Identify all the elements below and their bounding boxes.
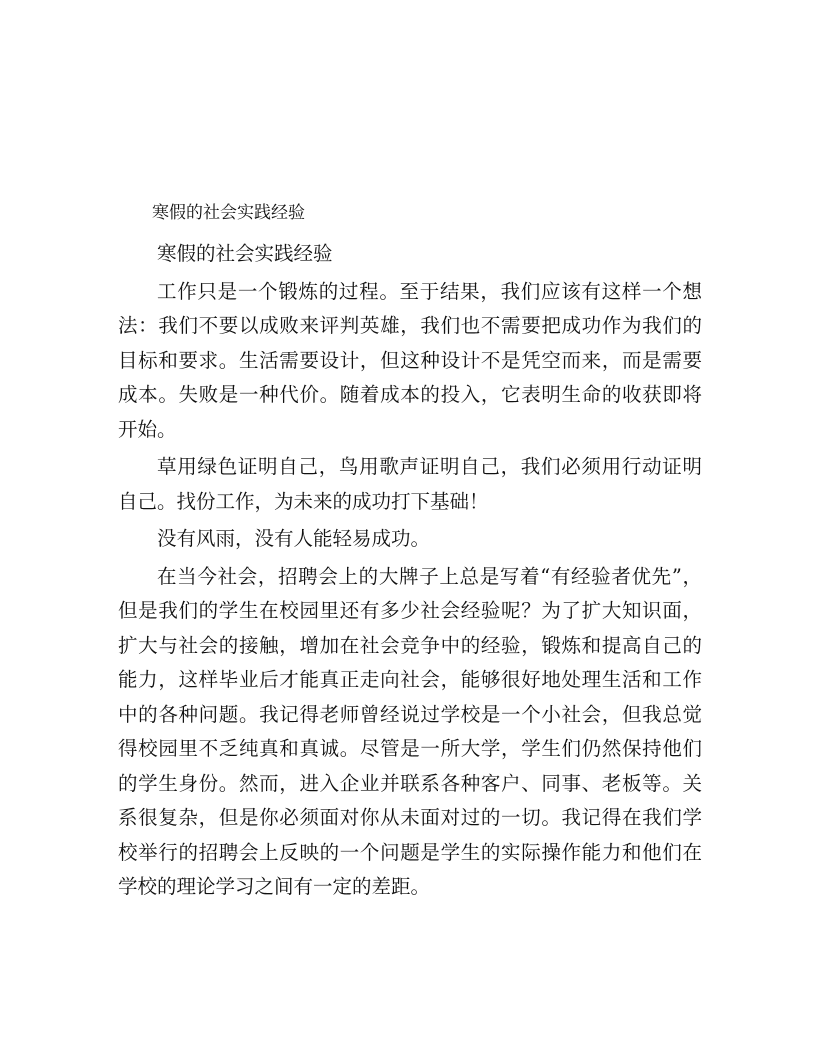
paragraph-4: 在当今社会，招聘会上的大牌子上总是写着“有经验者优先”，但是我们的学生在校园里还有多少社会经验呢？为了扩大知识面，扩大与社会的接触，增加在社会竞争中的经验，锻炼和提高自己的能力，这样毕业后才能真正走向社会，能够很好地处理生活和工作中的各种问题。我记得老师曾经说过学校是一个小社会，但我总觉得校园里不乏纯真和真诚。尽管是一所大学，学生们仍然保持他们的学生身份。然而，进入企业并联系各种客户、同事、老板等。关系很复杂，但是你必须面对你从未面对过的一切。我记得在我们学校举行的招聘会上反映的一个问题是学生的实际操作能力和他们在学校的理论学习之间有一定的差距。 <box>118 564 702 898</box>
paragraph-2: 草用绿色证明自己，鸟用歌声证明自己，我们必须用行动证明自己。找份工作，为未来的成功打下基础！ <box>118 455 702 513</box>
document-title: 寒假的社会实践经验 <box>152 203 305 223</box>
document-body <box>118 198 702 908</box>
paragraph-3: 没有风雨，没有人能轻易成功。 <box>157 527 431 550</box>
document-subtitle: 寒假的社会实践经验 <box>157 242 333 265</box>
paragraph-1: 工作只是一个锻炼的过程。至于结果，我们应该有这样一个想法：我们不要以成败来评判英雄，我们也不需要把成功作为我们的目标和要求。生活需要设计，但这种设计不是凭空而来，而是需要成本。失败是一种代价。随着成本的投入，它表明生命的收获即将开始。 <box>118 279 702 441</box>
